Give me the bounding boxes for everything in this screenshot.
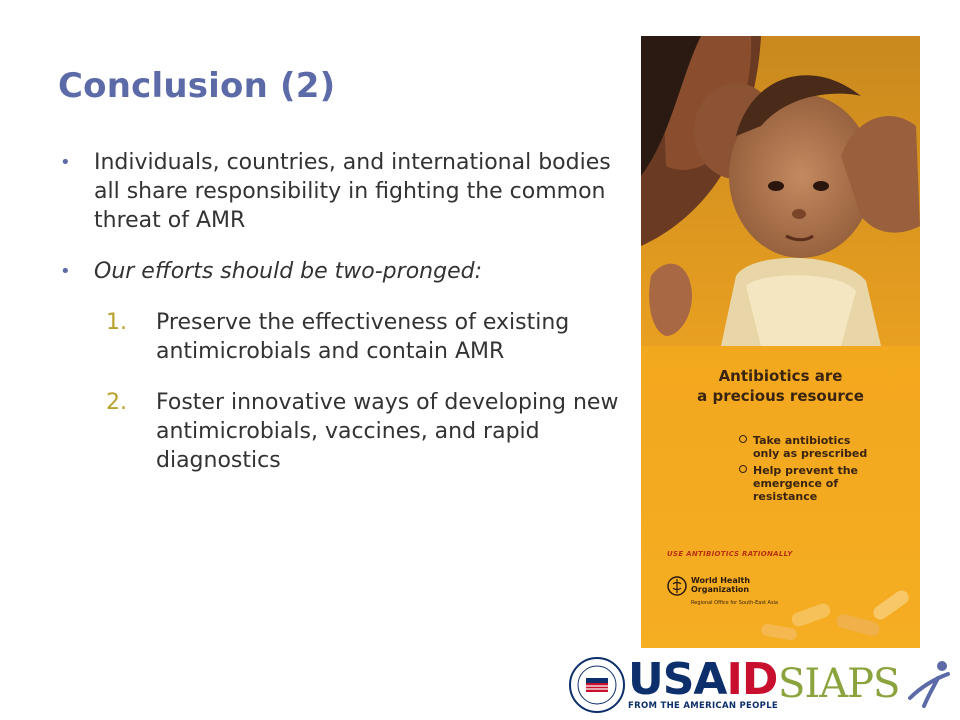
usaid-tagline: FROM THE AMERICAN PEOPLE bbox=[628, 701, 779, 711]
bullet-text: Individuals, countries, and international bodies all share responsibility in fighting the common threat of AMR bbox=[94, 150, 611, 233]
awareness-poster bbox=[641, 36, 920, 648]
poster-headline: Antibiotics are a precious resource bbox=[697, 367, 864, 405]
bullet-dot: • bbox=[60, 152, 71, 173]
poster-list bbox=[739, 434, 914, 507]
poster-list-item: Take antibiotics only as prescribed bbox=[739, 434, 914, 460]
numbered-item bbox=[58, 388, 626, 475]
item-number: 1. bbox=[106, 310, 127, 335]
who-name: World Health Organization bbox=[691, 576, 751, 594]
who-region: Regional Office for South-East Asia bbox=[691, 600, 778, 606]
slide-body bbox=[58, 148, 618, 497]
slide-title: Conclusion (2) bbox=[58, 66, 336, 106]
usaid-logo-text: USAID bbox=[628, 654, 778, 705]
mother-child-photo bbox=[641, 36, 920, 346]
item-text: Preserve the effectiveness of existing antimicrobials and contain AMR bbox=[156, 310, 570, 364]
bullet-icon bbox=[739, 435, 747, 443]
numbered-item bbox=[58, 308, 626, 366]
usaid-seal-icon bbox=[568, 656, 626, 714]
item-text: Foster innovative ways of developing new antimicrobials, vaccines, and rapid diagnostics bbox=[156, 390, 619, 473]
siaps-figure-icon bbox=[904, 658, 954, 712]
poster-list-item: Help prevent the emergence of resistance bbox=[739, 464, 914, 503]
pills-decoration bbox=[641, 588, 920, 648]
bullet-item bbox=[58, 257, 618, 286]
bullet-dot: • bbox=[60, 261, 71, 282]
item-number: 2. bbox=[106, 390, 127, 415]
poster-tagline: USE ANTIBIOTICS RATIONALLY bbox=[667, 550, 793, 558]
siaps-logo-text: SIAPS bbox=[778, 661, 900, 707]
bullet-text: Our efforts should be two-pronged: bbox=[94, 259, 482, 284]
bullet-item bbox=[58, 148, 618, 235]
bullet-icon bbox=[739, 465, 747, 473]
footer-logos bbox=[566, 652, 960, 720]
